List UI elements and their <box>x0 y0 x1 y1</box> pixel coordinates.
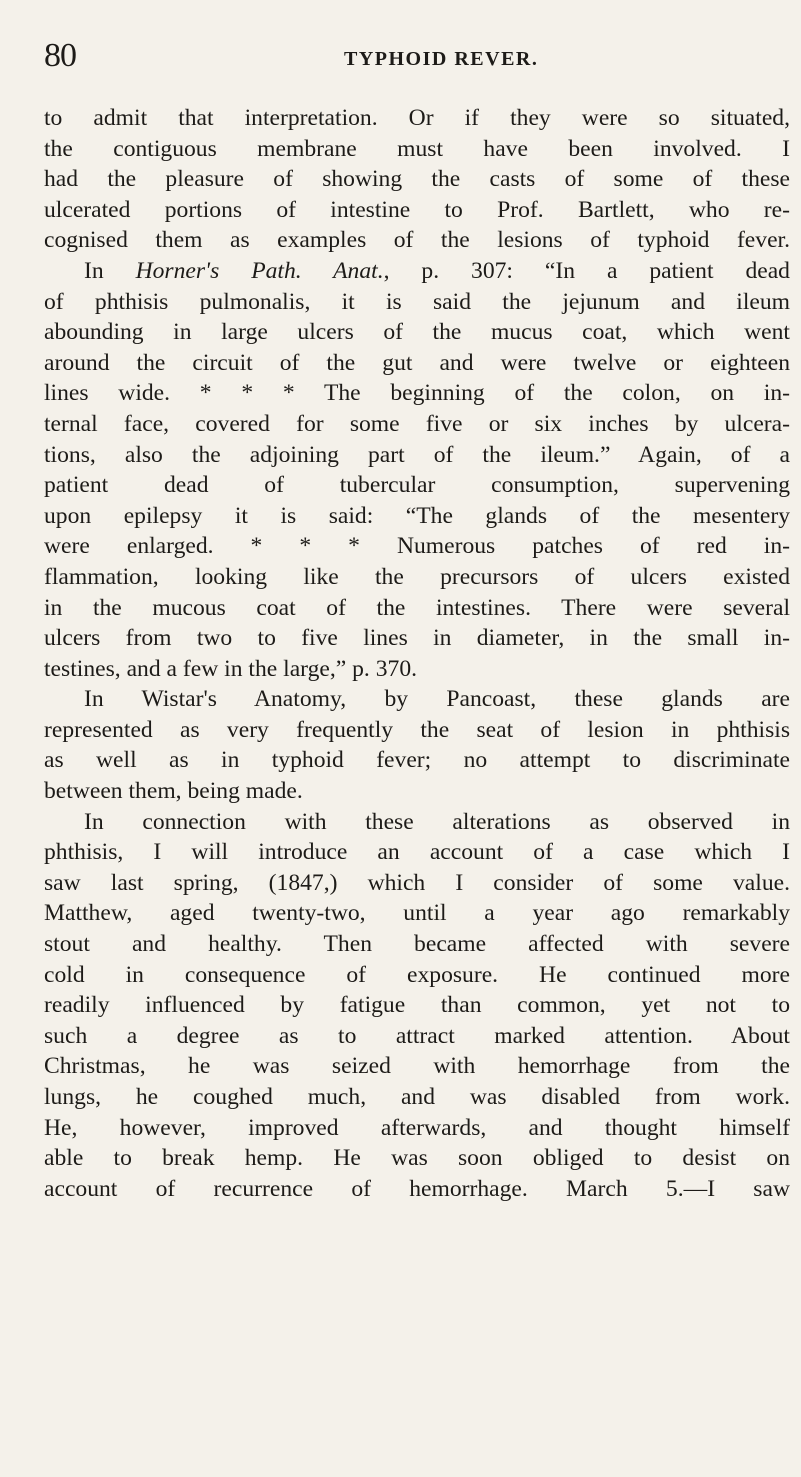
text-line: In connection with these alterations as observed in <box>84 808 790 835</box>
text-line: testines, and a few in the large,” p. 370. <box>44 655 418 682</box>
text-line: to admit that interpretation. Or if they were so situated, <box>44 105 790 131</box>
text-line: represented as very frequently the seat of lesion in phthisis <box>44 716 790 743</box>
text-line: ulcerated portions of intestine to Prof. Bartlett, who re- <box>44 196 790 223</box>
text-line: tions, also the adjoining part of the ileum.” Again, of a <box>44 441 790 468</box>
text-line: in the mucous coat of the intestines. There were several <box>44 594 790 621</box>
text-line: had the pleasure of showing the casts of some of these <box>44 166 790 193</box>
text-line: lungs, he coughed much, and was disabled from work. <box>44 1084 790 1110</box>
text-line: saw last spring, (1847,) which I consider of some value. <box>44 869 790 896</box>
text-line: readily influenced by fatigue than common, yet not to <box>44 992 790 1019</box>
text-line: as well as in typhoid fever; no attempt to discriminate <box>44 747 790 774</box>
page-number: 80 <box>44 37 76 74</box>
text-line: able to break hemp. He was soon obliged to desist on <box>44 1145 790 1172</box>
text-line: phthisis, I will introduce an account of a case which I <box>44 839 790 866</box>
page-header <box>44 36 784 86</box>
text-line: Christmas, he was seized with hemorrhage from the <box>44 1053 790 1080</box>
text-line: flammation, looking like the precursors of ulcers existed <box>44 563 790 590</box>
text-line: around the circuit of the gut and were twelve or eighteen <box>44 349 790 376</box>
text-line: account of recurrence of hemorrhage. March 5.—I saw <box>44 1175 790 1202</box>
text-line: the contiguous membrane must have been involved. I <box>44 135 790 162</box>
text-line: lines wide. * * * The beginning of the colon, on in- <box>44 380 790 407</box>
text-line: such a degree as to attract marked attention. About <box>44 1022 790 1049</box>
text-line: patient dead of tubercular consumption, supervening <box>44 472 790 499</box>
text-line: ternal face, covered for some five or six inches by ulcera- <box>44 410 790 437</box>
running-head: TYPHOID REVER. <box>344 48 539 70</box>
text-line: between them, being made. <box>44 778 303 805</box>
book-title: Horner's Path. Anat. <box>135 257 384 284</box>
text-line: Matthew, aged twenty-two, until a year ago remarkably <box>44 900 790 927</box>
text-line: upon epilepsy it is said: “The glands of the mesentery <box>44 502 790 529</box>
text-line: cognised them as examples of the lesions of typhoid fever. <box>44 227 790 254</box>
text-line: In Wistar's Anatomy, by Pancoast, these glands are <box>84 686 790 713</box>
text-line: stout and healthy. Then became affected with severe <box>44 931 790 958</box>
text-line: of phthisis pulmonalis, it is said the jejunum and ileum <box>44 288 790 315</box>
text-line: were enlarged. * * * Numerous patches of red in- <box>44 533 790 560</box>
text-line: In Horner's Path. Anat., p. 307: “In a patient dead <box>84 257 790 284</box>
text-line: cold in consequence of exposure. He continued more <box>44 961 790 988</box>
text-line: ulcers from two to five lines in diameter, in the small in- <box>44 625 790 652</box>
body-text <box>44 103 790 1204</box>
text-line: abounding in large ulcers of the mucus coat, which went <box>44 319 790 346</box>
text-line: He, however, improved afterwards, and thought himself <box>44 1114 790 1141</box>
